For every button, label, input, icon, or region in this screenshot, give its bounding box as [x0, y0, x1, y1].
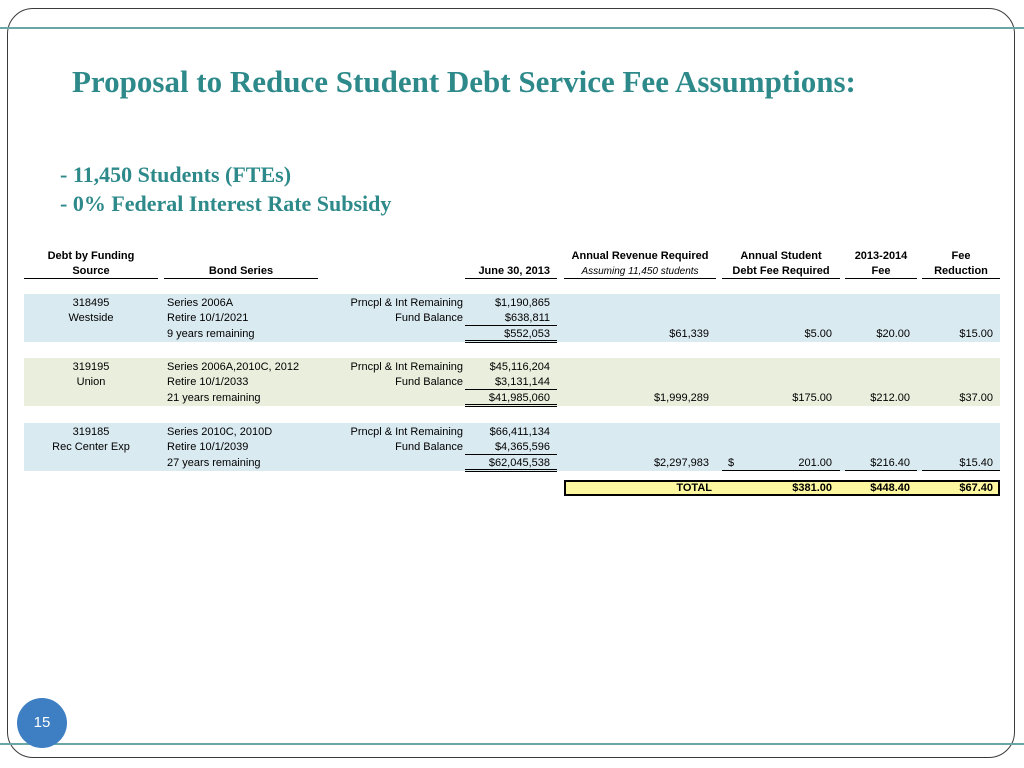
header-underline: [164, 278, 318, 279]
header-annual-revenue-line1: Annual Revenue Required: [571, 250, 709, 262]
fund-name: Union: [76, 376, 106, 388]
subtotal-underline: [465, 454, 557, 455]
subtotal-underline: [465, 325, 557, 326]
header-source-line1: Debt by Funding: [47, 250, 135, 262]
annual-revenue-value: $2,297,983: [653, 457, 709, 469]
retire-date: Retire 10/1/2039: [167, 441, 249, 453]
header-annual-student-line2: Debt Fee Required: [732, 265, 830, 277]
reduction-value: $37.00: [959, 392, 993, 404]
header-fee-line2: Fee: [871, 265, 891, 277]
prncpl-value: $45,116,204: [489, 361, 550, 373]
student-fee-value: $5.00: [804, 328, 832, 340]
dollar-sign: $: [728, 457, 735, 469]
fund-name: Rec Center Exp: [52, 441, 130, 453]
student-fee-value: 201.00: [798, 457, 832, 469]
bond-series: Series 2010C, 2010D: [167, 426, 273, 438]
annual-revenue-value: $61,339: [669, 328, 709, 340]
fund-balance-label: Fund Balance: [395, 376, 463, 388]
fee-value: $216.40: [870, 457, 910, 469]
header-bond-series: Bond Series: [208, 265, 274, 277]
fund-balance-label: Fund Balance: [395, 441, 463, 453]
fund-balance-label: Fund Balance: [395, 312, 463, 324]
fund-balance-value: $638,811: [504, 312, 550, 324]
prncpl-label: Prncpl & Int Remaining: [350, 426, 463, 438]
fee-value: $212.00: [870, 392, 910, 404]
bond-series: Series 2006A: [167, 297, 234, 309]
net-value: $62,045,538: [488, 457, 550, 469]
subtotal-underline: [465, 389, 557, 390]
column-underline: [845, 470, 917, 471]
column-underline: [722, 470, 840, 471]
header-reduction-line2: Reduction: [934, 265, 988, 277]
retire-date: Retire 10/1/2021: [167, 312, 249, 324]
assumption-item: - 0% Federal Interest Rate Subsidy: [60, 191, 392, 216]
prncpl-value: $1,190,865: [494, 297, 550, 309]
double-underline: [465, 404, 557, 407]
header-underline: [564, 278, 716, 279]
prncpl-label: Prncpl & Int Remaining: [350, 297, 463, 309]
prncpl-label: Prncpl & Int Remaining: [350, 361, 463, 373]
slide-title: Proposal to Reduce Student Debt Service Fee Assumptions:: [72, 64, 856, 99]
fund-number: 319185: [72, 426, 110, 438]
header-annual-student-line1: Annual Student: [740, 250, 822, 262]
student-fee-value: $175.00: [792, 392, 832, 404]
double-underline: [465, 469, 557, 472]
bond-series: Series 2006A,2010C, 2012: [167, 361, 300, 373]
annual-revenue-value: $1,999,289: [653, 392, 709, 404]
retire-date: Retire 10/1/2033: [167, 376, 249, 388]
header-underline: [845, 278, 917, 279]
total-label: TOTAL: [676, 482, 712, 494]
years-remaining: 9 years remaining: [167, 328, 255, 340]
double-underline: [465, 340, 557, 343]
fund-name: Westside: [68, 312, 114, 324]
fund-balance-value: $3,131,144: [494, 376, 550, 388]
years-remaining: 27 years remaining: [167, 457, 261, 469]
fund-balance-value: $4,365,596: [494, 441, 550, 453]
header-fee-line1: 2013-2014: [854, 250, 908, 262]
total-student-fee: $381.00: [792, 482, 832, 494]
total-reduction: $67.40: [959, 482, 993, 494]
net-value: $552,053: [504, 328, 550, 340]
reduction-value: $15.40: [959, 457, 993, 469]
column-underline: [922, 470, 1000, 471]
assumption-item: - 11,450 Students (FTEs): [60, 162, 292, 187]
fee-value: $20.00: [876, 328, 910, 340]
header-underline: [722, 278, 840, 279]
header-underline: [24, 278, 158, 279]
years-remaining: 21 years remaining: [167, 392, 261, 404]
fund-number: 319195: [72, 361, 110, 373]
total-fee: $448.40: [870, 482, 910, 494]
header-source-line2: Source: [72, 265, 110, 277]
header-underline: [465, 278, 557, 279]
reduction-value: $15.00: [959, 328, 993, 340]
header-underline: [922, 278, 1000, 279]
header-annual-revenue-line2: Assuming 11,450 students: [581, 266, 699, 277]
header-reduction-line1: Fee: [951, 250, 971, 262]
header-june-2013: June 30, 2013: [478, 265, 550, 277]
page-number-badge: 15: [17, 698, 67, 748]
prncpl-value: $66,411,134: [489, 426, 550, 438]
fund-number: 318495: [72, 297, 110, 309]
net-value: $41,985,060: [488, 392, 550, 404]
